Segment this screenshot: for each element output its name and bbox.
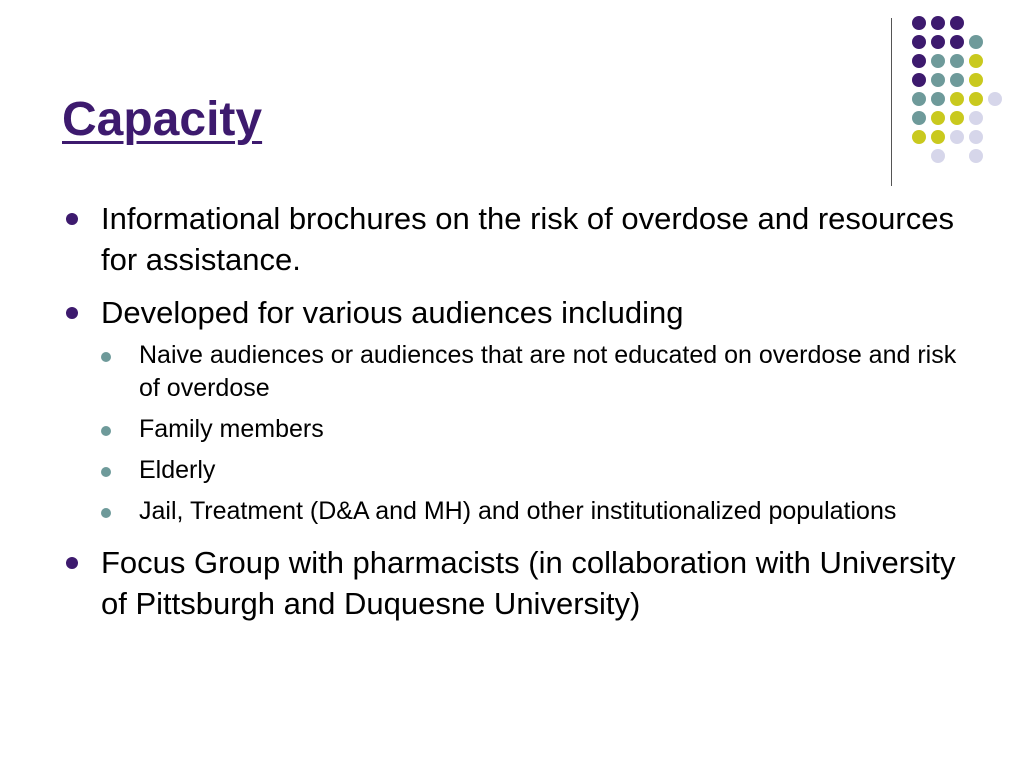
- bullet-text: Developed for various audiences including: [101, 295, 684, 330]
- decorative-dot: [912, 54, 926, 68]
- decorative-dot: [912, 130, 926, 144]
- decorative-dot: [969, 35, 983, 49]
- sub-bullet-item: [101, 454, 966, 487]
- decorative-dot: [931, 54, 945, 68]
- decorative-dot: [969, 130, 983, 144]
- sub-bullet-list: [101, 339, 966, 528]
- bullet-dot-icon: [66, 213, 78, 225]
- sub-bullet-dot-icon: [101, 467, 111, 477]
- decorative-dot: [950, 92, 964, 106]
- decorative-dot: [931, 73, 945, 87]
- decorative-dot: [931, 92, 945, 106]
- decorative-dot: [931, 130, 945, 144]
- sub-bullet-text: Family members: [139, 415, 324, 443]
- sub-bullet-text: Jail, Treatment (D&A and MH) and other institutionalized populations: [139, 497, 897, 525]
- sub-bullet-item: [101, 413, 966, 446]
- decorative-dot: [912, 73, 926, 87]
- bullet-text: Focus Group with pharmacists (in collaboration with University of Pittsburgh and Duquesne University): [101, 545, 956, 621]
- bullet-item: [66, 292, 966, 333]
- decorative-dot: [931, 35, 945, 49]
- slide-title: Capacity: [62, 93, 263, 146]
- sub-bullet-dot-icon: [101, 352, 111, 362]
- decorative-dot: [912, 92, 926, 106]
- decorative-dot: [969, 73, 983, 87]
- decorative-dot: [950, 111, 964, 125]
- decorative-dot: [969, 54, 983, 68]
- decorative-dot: [969, 111, 983, 125]
- bullet-item: [66, 198, 966, 280]
- slide-body: [66, 198, 966, 636]
- decorative-dot: [969, 92, 983, 106]
- decorative-dot: [969, 149, 983, 163]
- decorative-dot: [931, 16, 945, 30]
- decorative-dot: [988, 92, 1002, 106]
- decorative-dot: [912, 111, 926, 125]
- bullet-item: [66, 542, 966, 624]
- sub-bullet-text: Elderly: [139, 456, 216, 484]
- sub-bullet-dot-icon: [101, 508, 111, 518]
- decorative-dot: [912, 35, 926, 49]
- decorative-dot: [931, 149, 945, 163]
- decorative-dot: [912, 16, 926, 30]
- bullet-text: Informational brochures on the risk of overdose and resources for assistance.: [101, 201, 954, 277]
- decorative-dot: [950, 35, 964, 49]
- decorative-dot: [931, 111, 945, 125]
- bullet-dot-icon: [66, 557, 78, 569]
- decorative-dot: [950, 130, 964, 144]
- sub-bullet-dot-icon: [101, 426, 111, 436]
- decorative-dot: [950, 16, 964, 30]
- decorative-dot: [950, 54, 964, 68]
- divider-line: [891, 18, 892, 186]
- sub-bullet-item: [101, 495, 966, 528]
- decorative-dot: [950, 73, 964, 87]
- sub-bullet-text: Naive audiences or audiences that are not educated on overdose and risk of overdose: [139, 341, 957, 402]
- bullet-dot-icon: [66, 307, 78, 319]
- sub-bullet-item: [101, 339, 966, 405]
